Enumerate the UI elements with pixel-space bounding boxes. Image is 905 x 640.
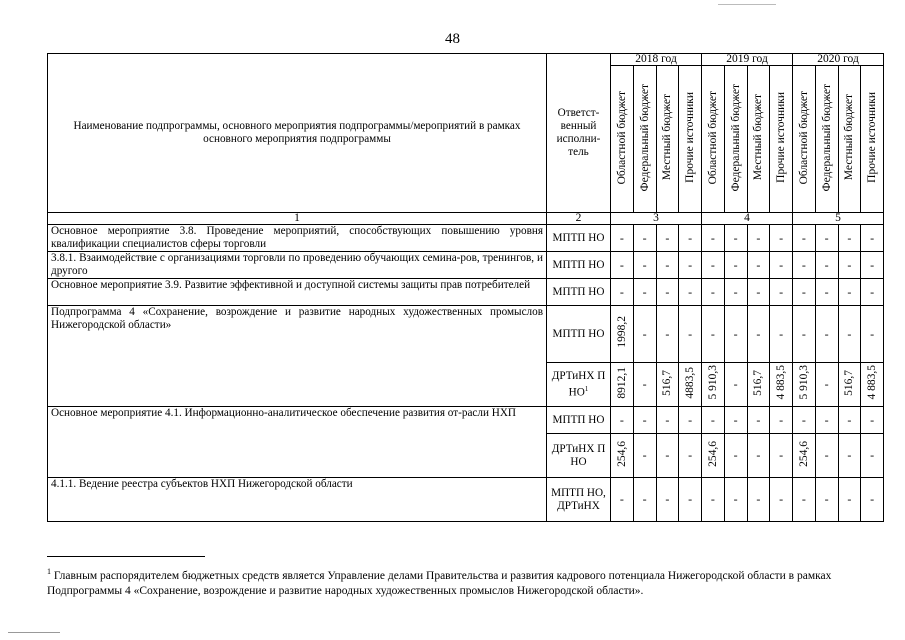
value-text: - [847,492,852,506]
column-number-row [48,213,884,225]
value-text: - [688,448,693,462]
table-row [48,225,884,252]
column-number: 4 [702,213,793,225]
source-other: Прочие источники [684,92,697,183]
value-text: - [870,492,875,506]
value-text: 516,7 [661,369,674,396]
row-executor [547,407,611,434]
value-cell [633,225,656,252]
value-cell [724,279,747,306]
value-text: - [824,230,829,245]
header-executor-column: Ответст-венный исполни-тель [547,54,611,213]
value-cell [724,434,747,478]
value-text: - [710,412,715,427]
value-cell [747,279,770,306]
value-cell [633,478,656,522]
value-text: - [688,492,693,506]
source-regional: Областной бюджет [706,90,719,185]
table-row [48,306,884,363]
value-text: - [779,257,784,272]
value-cell [815,306,838,363]
value-text: 8912,1 [615,366,628,399]
value-cell [633,252,656,279]
column-number: 5 [793,213,884,225]
value-text: - [779,492,784,506]
row-executor [547,478,611,522]
value-cell [861,252,884,279]
value-cell [656,252,679,279]
footnote-separator [47,556,205,557]
value-text: - [642,284,647,299]
value-cell [724,252,747,279]
row-executor-text: МПТП НО [552,413,605,426]
table-row [48,252,884,279]
value-cell [838,306,861,363]
value-cell [838,478,861,522]
value-text: - [619,230,624,245]
value-text: - [756,230,761,245]
value-text: - [642,492,647,506]
value-text: - [619,492,624,506]
row-executor [547,225,611,252]
value-cell [861,225,884,252]
value-cell [747,252,770,279]
value-cell [770,306,793,363]
row-executor [547,434,611,478]
value-cell [747,407,770,434]
column-number: 2 [547,213,611,225]
value-cell [656,225,679,252]
value-text: - [665,412,670,427]
value-text: - [665,326,670,341]
value-cell [679,363,702,407]
value-text: - [665,284,670,299]
value-cell [747,225,770,252]
value-text: - [847,326,852,341]
value-cell [861,279,884,306]
year-header-2019: 2019 год [702,54,793,66]
row-name: Подпрограмма 4 «Сохранение, возрождение и развитие народных художественных промыслов Нижегородской области» [48,306,547,407]
value-cell [838,225,861,252]
source-regional: Областной бюджет [797,90,810,185]
value-cell [793,306,816,363]
source-other: Прочие источники [775,92,788,183]
value-text: - [619,412,624,427]
value-text: - [619,284,624,299]
value-text: 1998,2 [615,316,628,348]
value-cell [770,434,793,478]
value-text: - [710,230,715,245]
value-cell [770,478,793,522]
value-cell [770,225,793,252]
value-cell [656,306,679,363]
value-cell [633,407,656,434]
value-cell [611,306,634,363]
value-text: - [870,257,875,272]
value-text: - [710,257,715,272]
source-federal: Федеральный бюджет [638,83,651,192]
value-cell [861,478,884,522]
value-text: - [824,492,829,506]
value-text: - [870,326,875,341]
row-executor [547,252,611,279]
value-text: - [801,326,806,341]
value-cell [861,306,884,363]
value-text: - [642,326,647,341]
value-text: 516,7 [752,369,765,396]
value-cell [679,279,702,306]
value-text: - [756,257,761,272]
value-text: - [665,492,670,506]
value-cell [747,478,770,522]
value-cell [702,252,725,279]
value-cell [793,407,816,434]
value-text: - [688,257,693,272]
value-cell [724,306,747,363]
value-text: - [710,284,715,299]
source-local: Местный бюджет [843,94,856,181]
value-text: - [619,257,624,272]
value-text: - [688,412,693,427]
value-cell [861,407,884,434]
value-cell [611,252,634,279]
value-cell [656,407,679,434]
row-name: Основное мероприятие 3.9. Развитие эффективной и доступной системы защиты прав потребителей [48,279,547,306]
value-text: - [733,326,738,341]
value-cell [724,363,747,407]
value-cell [611,478,634,522]
value-cell [679,407,702,434]
row-executor-text: ДРТиНХ П НО [551,369,606,399]
value-text: - [688,326,693,341]
value-text: - [847,257,852,272]
value-cell [838,434,861,478]
value-text: - [756,492,761,506]
value-text: - [824,257,829,272]
value-cell [861,363,884,407]
value-text: 4883,5 [684,366,697,399]
value-text: - [870,448,875,462]
value-text: - [870,230,875,245]
value-text: - [688,230,693,245]
value-cell [793,252,816,279]
value-text: 5 910,3 [706,365,719,400]
value-cell [656,478,679,522]
value-cell [838,252,861,279]
value-cell [770,279,793,306]
source-local: Местный бюджет [661,94,674,181]
value-cell [770,363,793,407]
value-cell [679,252,702,279]
table-row [48,407,884,434]
value-cell [611,434,634,478]
value-cell [702,434,725,478]
value-cell [815,225,838,252]
value-cell [815,407,838,434]
value-text: - [733,230,738,245]
value-text: - [847,230,852,245]
value-cell [633,306,656,363]
source-federal: Федеральный бюджет [820,83,833,192]
row-name: 3.8.1. Взаимодействие с организациями торговли по проведению обучающих семина-ров, тренингов, и другого [48,252,547,279]
source-federal: Федеральный бюджет [729,83,742,192]
row-executor-text: ДРТиНХ П НО [551,442,606,468]
value-cell [656,279,679,306]
value-cell [702,306,725,363]
row-executor-text: МПТП НО [552,231,605,244]
value-cell [815,363,838,407]
value-text: - [733,448,738,462]
value-cell [611,225,634,252]
value-text: - [733,257,738,272]
value-cell [633,363,656,407]
source-regional: Областной бюджет [615,90,628,185]
value-cell [861,434,884,478]
value-text: - [733,412,738,427]
value-text: - [847,284,852,299]
value-cell [656,363,679,407]
value-cell [679,478,702,522]
value-text: - [824,377,829,391]
value-text: - [824,412,829,427]
value-cell [702,279,725,306]
row-executor-text: МПТП НО [552,327,605,340]
footnote [47,564,883,599]
value-text: - [642,257,647,272]
value-cell [815,434,838,478]
value-text: 4 883,5 [775,365,788,400]
row-executor [547,279,611,306]
header-name-column: Наименование подпрограммы, основного мероприятия подпрограммы/мероприятий в рамках основного мероприятия подпрограммы [48,54,547,213]
value-cell [793,225,816,252]
value-text: - [733,284,738,299]
value-text: - [710,492,715,506]
value-cell [793,434,816,478]
value-text: 516,7 [843,369,856,396]
row-executor [547,363,611,407]
value-text: - [779,326,784,341]
footnote-text: Главным распорядителем бюджетных средств является Управление делами Правительства и развития кадрового потенциала Нижегородской области в рамках Подпрограммы 4 «Сохранение, возрождение и развитие народных художественных промыслов Нижегородской области». [47,569,832,597]
value-text: - [779,448,784,462]
scan-edge-mark [8,632,60,633]
row-executor-text: МПТП НО, ДРТиНХ [551,486,606,512]
value-text: - [824,448,829,462]
column-number: 3 [611,213,702,225]
value-cell [702,363,725,407]
value-text: - [733,492,738,506]
value-text: - [847,448,852,462]
value-text: - [801,284,806,299]
value-cell [747,434,770,478]
value-cell [815,252,838,279]
year-header-2020: 2020 год [793,54,884,66]
value-cell [838,407,861,434]
value-cell [724,225,747,252]
value-cell [793,363,816,407]
value-text: 5 910,3 [797,365,810,400]
row-executor-footnote-marker: 1 [584,384,589,393]
value-cell [702,478,725,522]
value-cell [747,306,770,363]
value-cell [633,279,656,306]
value-text: - [801,230,806,245]
column-number: 1 [48,213,547,225]
budget-table [47,53,884,522]
row-name: Основное мероприятие 4.1. Информационно-аналитическое обеспечение развития от-расли НХП [48,407,547,478]
value-text: - [824,326,829,341]
value-text: - [665,257,670,272]
value-cell [702,225,725,252]
value-text: - [665,448,670,462]
value-cell [679,306,702,363]
value-cell [611,279,634,306]
value-text: - [870,412,875,427]
page-fold-mark [718,0,776,5]
value-text: - [801,412,806,427]
value-text: - [779,284,784,299]
value-text: - [824,284,829,299]
value-text: 254,6 [615,440,628,467]
value-text: - [779,230,784,245]
value-text: - [870,284,875,299]
value-text: - [642,377,647,391]
value-text: - [642,448,647,462]
source-local: Местный бюджет [752,94,765,181]
value-text: 254,6 [797,440,810,467]
value-text: 254,6 [706,440,719,467]
value-cell [793,478,816,522]
value-cell [815,478,838,522]
value-cell [815,279,838,306]
value-cell [724,407,747,434]
footnote-marker: 1 [47,567,51,576]
value-cell [747,363,770,407]
row-executor [547,306,611,363]
value-cell [770,252,793,279]
value-text: - [847,412,852,427]
value-text: - [756,284,761,299]
value-cell [793,279,816,306]
value-text: - [756,448,761,462]
year-header-2018: 2018 год [611,54,702,66]
value-text: - [688,284,693,299]
value-cell [679,225,702,252]
value-cell [611,407,634,434]
value-cell [724,478,747,522]
source-other: Прочие источники [866,92,879,183]
value-cell [838,363,861,407]
table-row [48,279,884,306]
value-cell [838,279,861,306]
row-name: 4.1.1. Ведение реестра субъектов НХП Нижегородской области [48,478,547,522]
value-text: - [733,377,738,391]
table-row [48,478,884,522]
value-text: - [665,230,670,245]
value-text: 4 883,5 [866,365,879,400]
value-text: - [642,230,647,245]
value-text: - [779,412,784,427]
value-cell [702,407,725,434]
value-text: - [642,412,647,427]
row-name: Основное мероприятие 3.8. Проведение мероприятий, способствующих повышению уровня квалификации специалистов сферы торговли [48,225,547,252]
value-text: - [756,412,761,427]
value-cell [770,407,793,434]
value-text: - [801,492,806,506]
value-text: - [710,326,715,341]
value-cell [633,434,656,478]
value-cell [611,363,634,407]
row-executor-text: МПТП НО [552,258,605,271]
value-text: - [801,257,806,272]
value-cell [656,434,679,478]
row-executor-text: МПТП НО [552,285,605,298]
value-cell [679,434,702,478]
value-text: - [756,326,761,341]
page-number: 48 [445,31,460,47]
